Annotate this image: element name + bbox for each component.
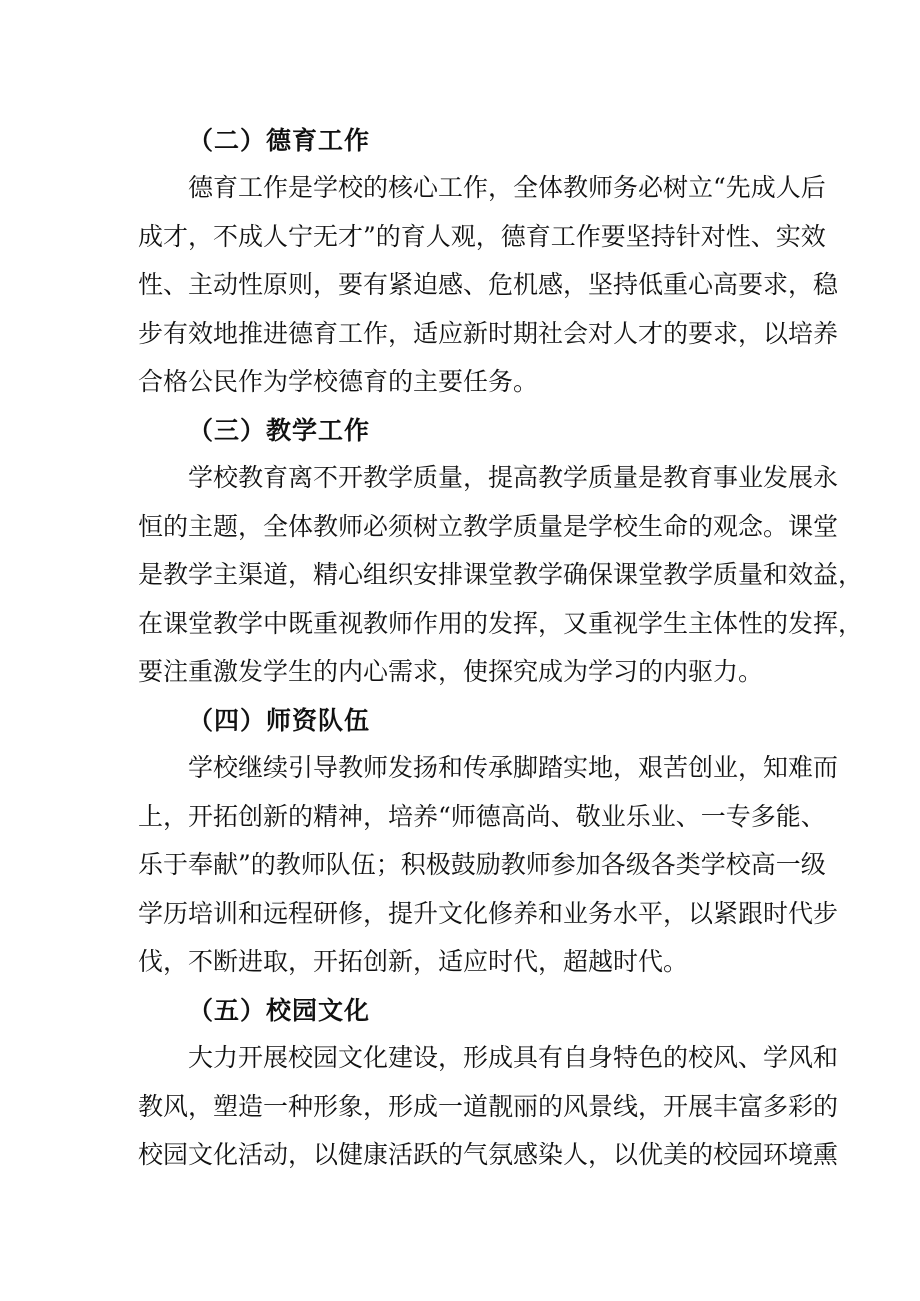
paragraph-line: 大力开展校园文化建设，形成具有自身特色的校风、学风和 <box>188 1043 839 1072</box>
section-paragraph-teaching-staff <box>138 744 839 987</box>
paragraph-line: 步有效地推进德育工作，适应新时期社会对人才的要求，以培养 <box>138 318 839 348</box>
paragraph-line: 伐，不断进取，开拓创新，适应时代，超越时代。 <box>138 947 689 976</box>
paragraph-line: 恒的主题，全体教师必须树立教学质量是学校生命的观念。课堂 <box>138 511 839 541</box>
paragraph-line: 德育工作是学校的核心工作，全体教师务必树立“先成人后 <box>188 173 826 202</box>
paragraph-line: 在课堂教学中既重视教师作用的发挥，又重视学生主体性的发挥， <box>138 608 864 638</box>
paragraph-line: 学校继续引导教师发扬和传承脚踏实地，艰苦创业，知难而 <box>188 753 839 782</box>
paragraph-line: 性、主动性原则，要有紧迫感、危机感，坚持低重心高要求，稳 <box>138 270 839 299</box>
paragraph-line: 是教学主渠道，精心组织安排课堂教学确保课堂教学质量和效益， <box>138 560 864 589</box>
paragraph-line: 教风，塑造一种形象，形成一道靓丽的风景线，开展丰富多彩的 <box>138 1091 839 1121</box>
section-heading-teaching-staff: （四）师资队伍 <box>188 706 371 735</box>
paragraph-line: 校园文化活动，以健康活跃的气氛感染人，以优美的校园环境熏 <box>138 1140 839 1169</box>
paragraph-line: 成才，不成人宁无才”的育人观，德育工作要坚持针对性、实效 <box>138 221 826 251</box>
paragraph-line: 上，开拓创新的精神，培养“师德高尚、敬业乐业、一专多能、 <box>138 801 826 831</box>
paragraph-line: 要注重激发学生的内心需求，使探究成为学习的内驱力。 <box>138 657 764 686</box>
section-paragraph-campus-culture <box>138 1034 839 1180</box>
section-heading-campus-culture: （五）校园文化 <box>188 996 371 1025</box>
paragraph-line: 学校教育离不开教学质量，提高教学质量是教育事业发展永 <box>188 463 839 492</box>
section-paragraph-moral-education <box>138 164 839 407</box>
section-heading-teaching: （三）教学工作 <box>188 416 371 445</box>
paragraph-line: 乐于奉献”的教师队伍；积极鼓励教师参加各级各类学校高一级 <box>138 850 826 879</box>
paragraph-line: 合格公民作为学校德育的主要任务。 <box>138 367 539 396</box>
paragraph-line: 学历培训和远程研修，提升文化修养和业务水平，以紧跟时代步 <box>138 898 839 928</box>
section-heading-moral-education: （二）德育工作 <box>188 126 371 155</box>
section-paragraph-teaching <box>138 454 864 697</box>
